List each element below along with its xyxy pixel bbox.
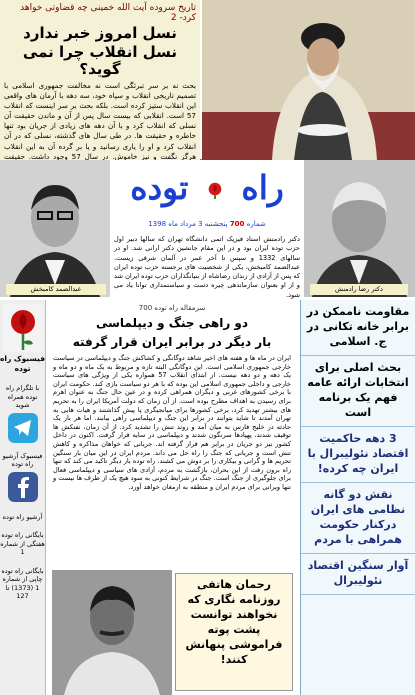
main-article-body: ایران در ماه ها و هفته های اخیر شاهد دوگانگی و کشاکش جنگ و دیپلماسی در سیاست خارجی جمهوری اسلامی است. این دوگانگی البته تازه و مربوط به یک ماه و دو ماه و یک دهه و دو دهه نیست. از ابتدای انقلاب 57 همواره یکی از ویژگی های سیاست خارجی و داخلی جمهوری اسلامی این بوده که با هر دو سیاست بازی کند. حکومت ایران با برخی کشورهای غربی و دیگران همراهی کرده و در عین حال جنگ به عنوان اهرم برای رسیدن به اهداف مطرح بوده است. از آن زمان که دولت آمریکا ایران را به تحریم های بیشتر تهدید کرد، برخی کشورها برای میانجیگری پا پیش گذاشتند و هیات هایی به تهران آمدند تا شاید بتوانند در برابر این جنگ و دیپلماسی راهی بیابند. اما هر بار یک حادثه در خلیج فارس به میان آمد و روند تنش را تشدید کرد. از آن زمان، نفتکش ها توقیف شدند، پهپادها سرنگون شدند و دیپلماسی در سایه قرار گرفت. اکنون در داخل کشور نیز دو جریان در برابر هم قرار گرفته اند. جریانی که خواهان مذاکره و کاهش تنش است و جریانی که جنگ را راه حل می داند. مردم ایران در این میان بار سنگین تحریم ها و گرانی و بیکاری را بر دوش می کشند. راه توده بار دیگر تاکید می کند که تنها راه برون رفت از این بحران، بازگشت به مردم، آزادی های سیاسی و دیپلماسی فعال برای جلوگیری از جنگ است. جنگ در شرایط کنونی به سود هیچ یک از طرف ها نیست و تنها ویرانی برای مردم ایران و منطقه به ارمغان خواهد آورد. [53,354,291,491]
sidebar-story-5-text: آوار سنگین اقتصاد نئولیبرال [307,559,409,587]
print-archive-link[interactable]: بایگانی راه توده چاپی از شماره 1 (1373) تا 127 [1,566,44,600]
issue-info [110,220,304,228]
bottom-feature [47,570,297,695]
portrait-right-image [304,160,415,297]
issue-number: 700 [229,220,245,228]
hatefi-quote-box[interactable] [175,573,293,691]
hatefi-portrait-image [52,570,172,695]
weekly-archive-link[interactable]: بایگانی راه توده هفتگی از شماره 1 [0,531,45,556]
main-title-1[interactable]: دو راهی جنگ و دیپلماسی [95,316,249,330]
sidebar-story-5[interactable] [301,554,415,595]
top-story-header: تاریخ سروده آیت الله خمینی چه قضاوتی خواهد کرد- 2 [20,3,196,23]
logo-word-tudeh: توده [130,168,189,207]
section-label: سرمقاله راه توده 700 [138,304,206,312]
sidebar-story-3-text: 3 دهه حاکمیت اقتصاد نئولیبرال با ایران چه کرده! [307,432,409,475]
sidebar-story-1[interactable] [301,300,415,356]
portrait-left-image [0,160,110,297]
masthead-center [110,160,304,297]
top-story-photo[interactable] [202,0,415,160]
sidebar-story-2[interactable] [301,356,415,427]
lower-section [0,300,415,695]
sidebar-story-3[interactable] [301,427,415,483]
rose-icon[interactable] [3,304,43,352]
portrait-radmanesh[interactable] [304,160,415,297]
issue-prefix: شماره [246,220,266,228]
facebook-icon[interactable] [8,472,38,502]
portrait-kambakhsh[interactable] [0,160,110,297]
sidebar-story-4-text: نقش دو گانه نظامی های ایران درکنار حکومت همراهی با مردم [310,488,406,546]
facebook-archive-link[interactable]: فیسبوک آرشیو راه توده [2,451,43,468]
telegram-link[interactable]: با تلگرام راه توده همراه شوید [5,384,40,409]
archive-link[interactable]: آرشیو راه توده [2,512,43,521]
main-title-2[interactable]: بار دیگر در برابر ایران قرار گرفته [72,335,272,349]
issue-date: پنجشنبه 3 مرداد ماه 1398 [148,220,228,228]
site-logo[interactable] [110,168,304,208]
sidebar-story-4[interactable] [301,483,415,554]
rose-icon [206,181,224,199]
right-sidebar [300,300,415,695]
masthead-bio: دکتر رادمنش استاد فیزیک اتمی دانشگاه تهران که سالها دبیر اول حزب توده ایران بود و در این مقام جانشین دکتر ارانی شد. او در سالهای 1332 و سپس تا آخر عمر در آلمان شرقی زیست. عبدالصمد کامبخش، یکی از شخصیت های برجسته حزب توده ایران که پس از آزادی از زندان رضاشاه از بنیانگذاران حزب توده ایران شد و از او بعنوان سازماندهی چیره دست و سیاستمداری توانا یاد می شود. [114,235,300,299]
sidebar-story-1-text: مقاومت ناممکن در برابر خانه تکانی در ج. اسلامی [306,305,410,348]
telegram-icon[interactable] [8,413,38,443]
cleric-portrait-image [202,0,415,160]
facebook-link[interactable]: فیسبوک راه توده [0,354,45,373]
logo-word-rah: راه [241,168,284,207]
quote-text: روزنامه نگاری که نخواهند توانست پشت پوته فراموشی پنهانش کنند! [185,593,283,666]
top-story-body: بحث نه بر سر تبرئگی است نه مخالفت جمهوری اسلامی با تصمیم تاریخی انقلاب و سپاه خود، سه دهه با آرمان های واقعی این انقلاب ستیز کرده است. بلکه بحث بر سر اینست که انقلاب 57 است. انقلابی که بیست سال پس از آن و ماندن حقیقت آن نسلی که انقلاب کرد و با آن دهه های زیادی از جریان بود تنها خاطره و حقیقت ها. در طی سال های گذشته، نسلی که در آن انقلاب کرد و او را یاری رسانید و یا بر گرده آن به این انقلاب هرگز نگفت و نیز خاموش. در سال 57 وجود داشت. حقیقت [4,81,196,160]
top-story[interactable] [0,0,200,160]
hatefi-photo[interactable] [52,570,172,695]
top-banner [0,0,415,160]
masthead [0,160,415,297]
caption-right: دکتر رضا رادمنش [310,284,408,295]
main-column [47,300,297,695]
quote-name: رحمان هاتفی [197,578,271,591]
top-story-headline-1: نسل امروز خبر ندارد [23,24,177,42]
sidebar-story-2-text: بحث اصلی برای انتخابات ارائه عامه فهم یک برنامه است [307,361,409,419]
caption-left: عبدالصمد کامبخش [6,284,106,295]
top-story-headline-2: نسل انقلاب چرا نمی گوید؟ [22,43,178,78]
left-sidebar [0,300,46,695]
